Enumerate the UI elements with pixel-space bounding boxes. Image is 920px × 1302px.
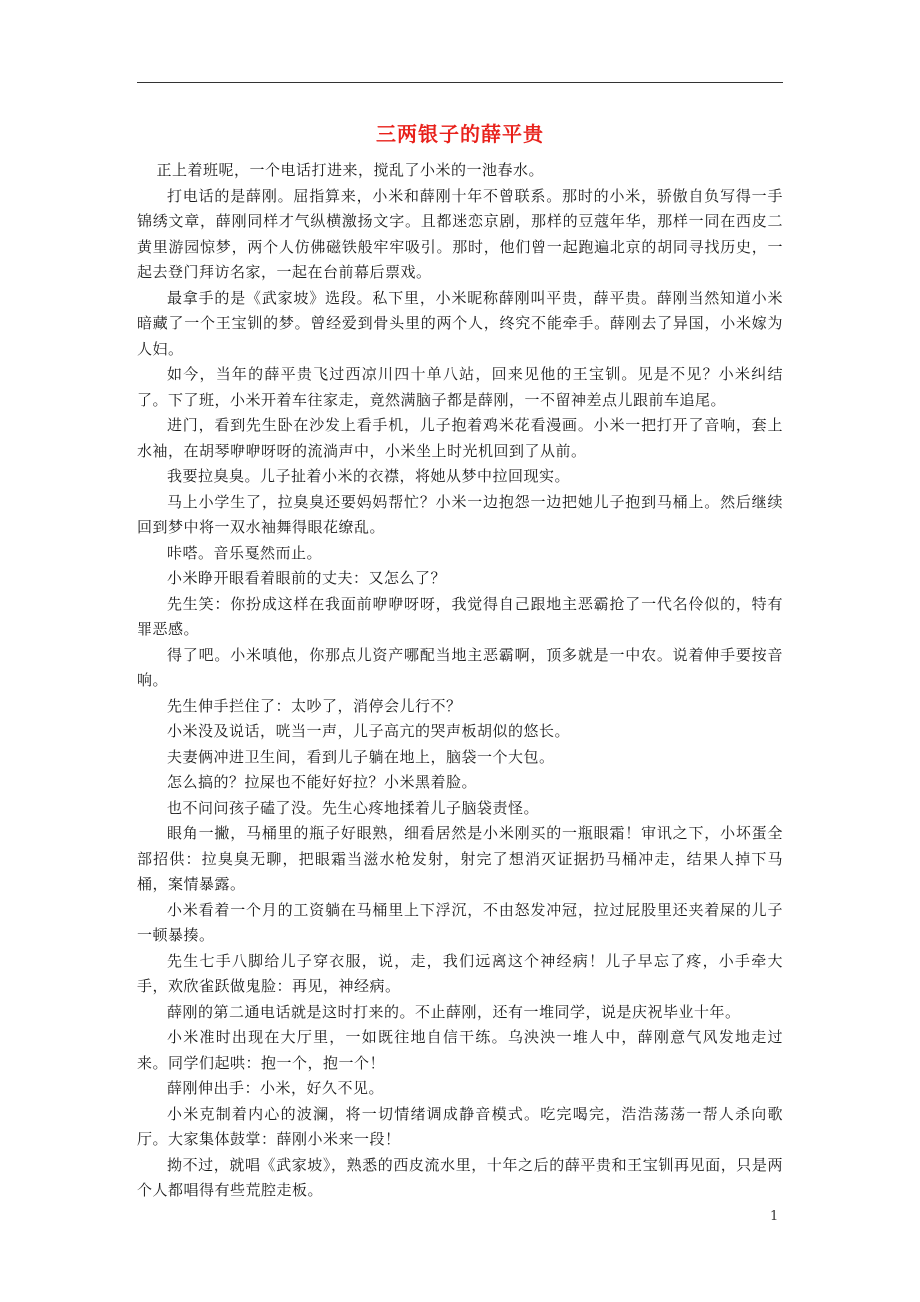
paragraph: 小米准时出现在大厅里，一如既往地自信干练。乌泱泱一堆人中，薛刚意气风发地走过来。同学们起哄：抱一个，抱一个！ <box>137 1028 783 1072</box>
paragraph: 小米睁开眼看着眼前的丈夫：又怎么了？ <box>167 569 447 587</box>
paragraph: 得了吧。小米嗔他，你那点儿资产哪配当地主恶霸啊，顶多就是一中农。说着伸手要按音响。 <box>137 645 783 689</box>
paragraph: 夫妻俩冲进卫生间，看到儿子躺在地上，脑袋一个大包。 <box>167 747 555 766</box>
article-body <box>137 158 783 1204</box>
paragraph: 小米克制着内心的波澜，将一切情绪调成静音模式。吃完喝完，浩浩荡荡一帮人杀向歌厅。大家集体鼓掌：薛刚小米来一段！ <box>137 1104 783 1148</box>
paragraph: 最拿手的是《武家坡》选段。私下里，小米昵称薛刚叫平贵，薛平贵。薛刚当然知道小米暗藏了一个王宝钏的梦。曾经爱到骨头里的两个人，终究不能牵手。薛刚去了异国，小米嫁为人妇。 <box>137 288 783 358</box>
paragraph: 打电话的是薛刚。屈指算来，小米和薛刚十年不曾联系。那时的小米，骄傲自负写得一手锦绣文章，薛刚同样才气纵横激扬文字。且都迷恋京剧，那样的豆蔻年华，那样一同在西皮二黄里游园惊梦，两个人仿佛磁铁般牢牢吸引。那时，他们曾一起跑遍北京的胡同寻找历史，一起去登门拜访名家，一起在台前幕后票戏。 <box>137 186 783 281</box>
paragraph: 薛刚的第二通电话就是这时打来的。不止薛刚，还有一堆同学，说是庆祝毕业十年。 <box>167 1002 741 1021</box>
paragraph: 小米看着一个月的工资躺在马桶里上下浮沉，不由怒发冲冠，拉过屁股里还夹着屎的儿子一顿暴揍。 <box>137 900 783 944</box>
paragraph: 也不问问孩子磕了没。先生心疼地揉着儿子脑袋责怪。 <box>167 798 540 817</box>
page-number: 1 <box>770 1209 779 1224</box>
header-rule <box>137 82 783 83</box>
paragraph: 先生笑：你扮成这样在我面前咿咿呀呀，我觉得自己跟地主恶霸抢了一代名伶似的，特有罪恶感。 <box>137 594 783 638</box>
paragraph: 拗不过，就唱《武家坡》，熟悉的西皮流水里，十年之后的薛平贵和王宝钏再见面，只是两个人都唱得有些荒腔走板。 <box>137 1155 783 1199</box>
article-title: 三两银子的薛平贵 <box>376 122 544 146</box>
paragraph: 眼角一撇，马桶里的瓶子好眼熟，细看居然是小米刚买的一瓶眼霜！审讯之下，小坏蛋全部招供：拉臭臭无聊，把眼霜当滋水枪发射，射完了想消灭证据扔马桶冲走，结果人掉下马桶，案情暴露。 <box>137 824 783 893</box>
paragraph: 咔嗒。音乐戛然而止。 <box>167 543 323 562</box>
paragraph: 薛刚伸出手：小米，好久不见。 <box>167 1079 385 1097</box>
paragraph: 先生伸手拦住了：太吵了，消停会儿行不？ <box>167 696 462 715</box>
paragraph: 怎么搞的？拉屎也不能好好拉？小米黑着脸。 <box>167 773 478 791</box>
paragraph: 先生七手八脚给儿子穿衣服，说，走，我们远离这个神经病！儿子早忘了疼，小手牵大手，欢欣雀跃做鬼脸：再见，神经病。 <box>137 951 783 995</box>
paragraph: 正上着班呢，一个电话打进来，搅乱了小米的一池春水。 <box>156 161 545 179</box>
paragraph: 小米没及说话，咣当一声，儿子高亢的哭声板胡似的悠长。 <box>167 722 571 740</box>
paragraph: 我要拉臭臭。儿子扯着小米的衣襟，将她从梦中拉回现实。 <box>167 467 571 485</box>
paragraph: 马上小学生了，拉臭臭还要妈妈帮忙？小米一边抱怨一边把她儿子抱到马桶上。然后继续回到梦中将一双水袖舞得眼花缭乱。 <box>137 492 783 536</box>
paragraph: 进门，看到先生卧在沙发上看手机，儿子抱着鸡米花看漫画。小米一把打开了音响，套上水袖，在胡琴咿咿呀呀的流淌声中，小米坐上时光机回到了从前。 <box>137 416 783 460</box>
paragraph: 如今，当年的薛平贵飞过西凉川四十单八站，回来见他的王宝钏。见是不见？小米纠结了。下了班，小米开着车往家走，竟然满脑子都是薛刚，一不留神差点儿跟前车追尾。 <box>137 365 783 409</box>
